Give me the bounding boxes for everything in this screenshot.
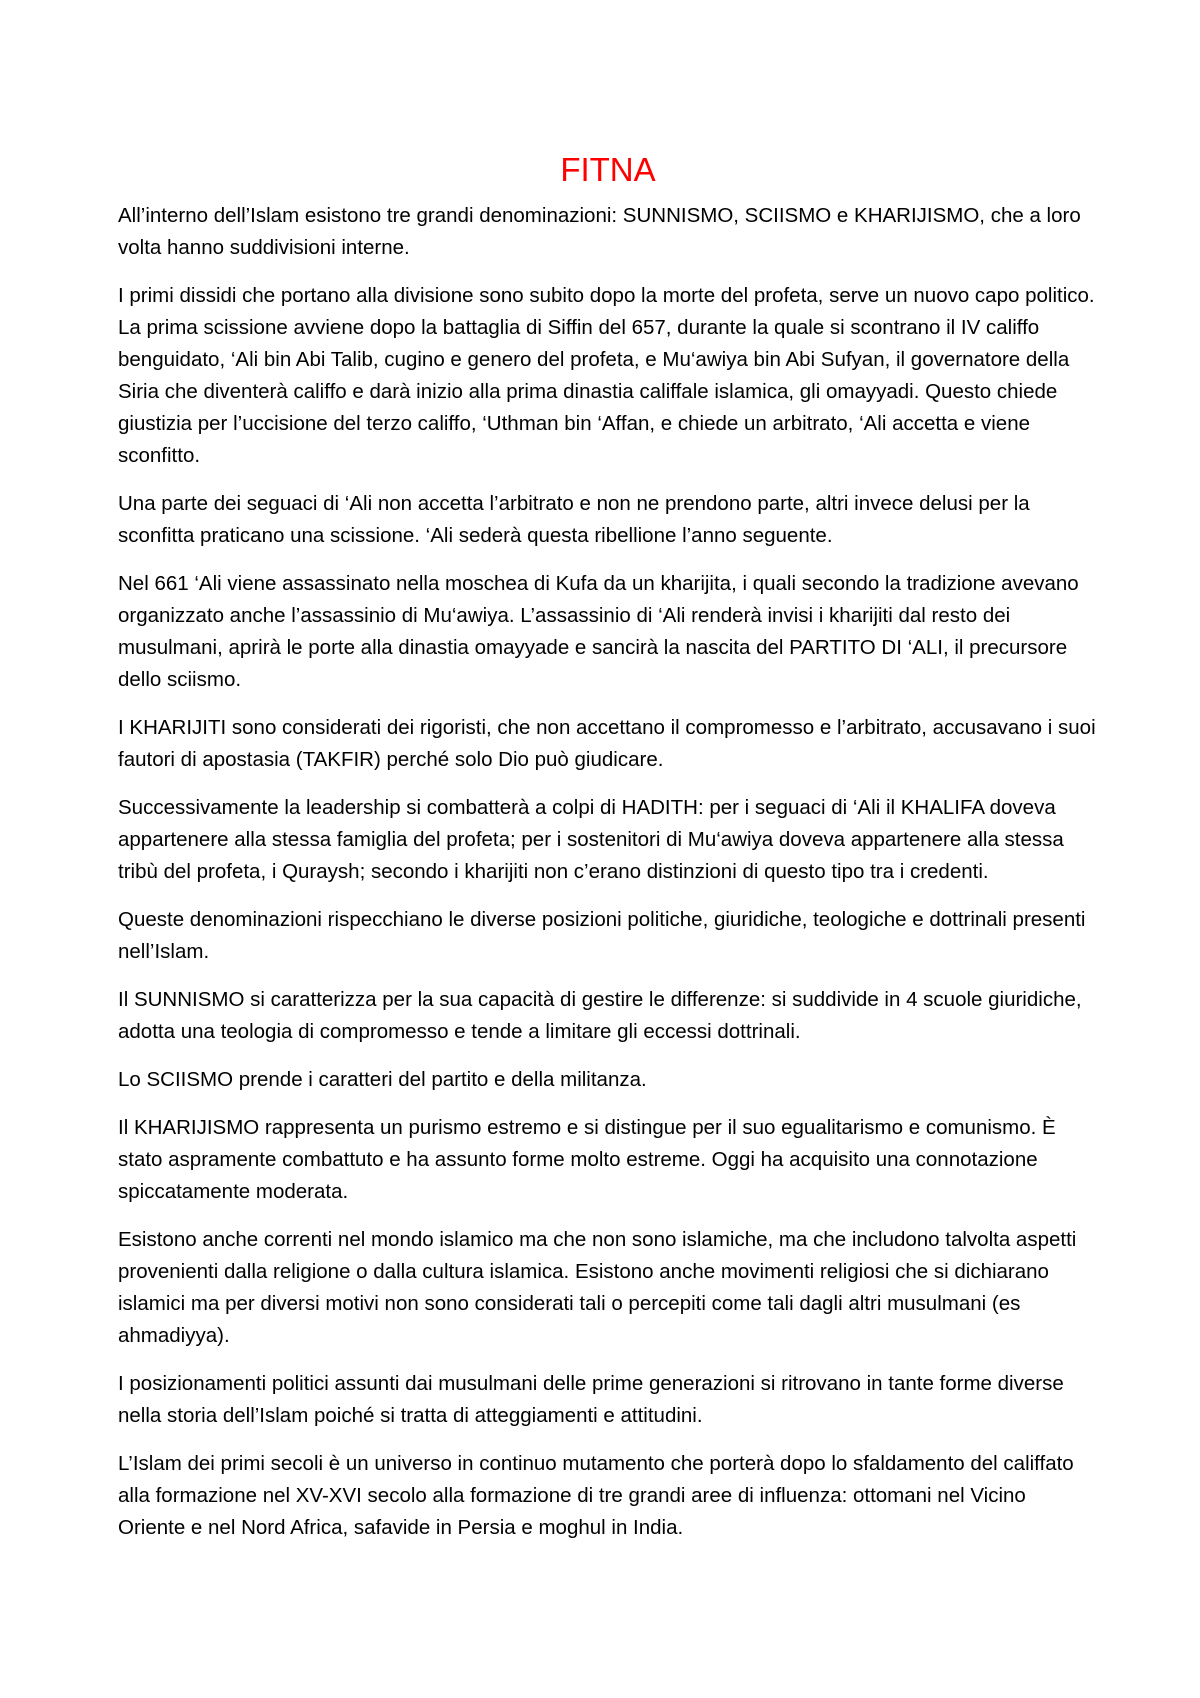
- paragraph-8: Il SUNNISMO si caratterizza per la sua capacità di gestire le differenze: si suddivide in 4 scuole giuridiche, adotta una teologia di compromesso e tende a limitare gli eccessi dottrinali.: [118, 988, 1082, 1043]
- document-title: FITNA: [560, 151, 656, 188]
- paragraph-10: Il KHARIJISMO rappresenta un purismo estremo e si distingue per il suo egualitarismo e comunismo. È stato aspramente combattuto e ha assunto forme molto estreme. Oggi ha acquisito una connotazione spiccatamente moderata.: [118, 1116, 1056, 1203]
- paragraph-12: I posizionamenti politici assunti dai musulmani delle prime generazioni si ritrovano in tante forme diverse nella storia dell’Islam poiché si tratta di atteggiamenti e attitudini.: [118, 1372, 1064, 1427]
- document-page: [118, 150, 1098, 1560]
- paragraph-6: Successivamente la leadership si combatterà a colpi di HADITH: per i seguaci di ‘Ali il KHALIFA doveva appartenere alla stessa famiglia del profeta; per i sostenitori di Mu‘awiya doveva appartenere alla stessa tribù del profeta, i Quraysh; secondo i kharijiti non c’erano distinzioni di questo tipo tra i credenti.: [118, 796, 1064, 883]
- paragraph-3: Una parte dei seguaci di ‘Ali non accetta l’arbitrato e non ne prendono parte, altri invece delusi per la sconfitta praticano una scissione. ‘Ali sederà questa ribellione l’anno seguente.: [118, 492, 1030, 547]
- paragraph-1: All’interno dell’Islam esistono tre grandi denominazioni: SUNNISMO, SCIISMO e KHARIJISMO, che a loro volta hanno suddivisioni interne.: [118, 204, 1081, 259]
- paragraph-9: Lo SCIISMO prende i caratteri del partito e della militanza.: [118, 1068, 647, 1091]
- paragraph-13: L’Islam dei primi secoli è un universo in continuo mutamento che porterà dopo lo sfaldamento del califfato alla formazione nel XV-XVI secolo alla formazione di tre grandi aree di influenza: ottomani nel Vicino Oriente e nel Nord Africa, safavide in Persia e moghul in India.: [118, 1452, 1074, 1539]
- paragraph-11: Esistono anche correnti nel mondo islamico ma che non sono islamiche, ma che includono talvolta aspetti provenienti dalla religione o dalla cultura islamica. Esistono anche movimenti religiosi che si dichiarano islamici ma per diversi motivi non sono considerati tali o percepiti come tali dagli altri musulmani (es ahmadiyya).: [118, 1228, 1077, 1347]
- paragraph-2: I primi dissidi che portano alla divisione sono subito dopo la morte del profeta, serve un nuovo capo politico. La prima scissione avviene dopo la battaglia di Siffin del 657, durante la quale si scontrano il IV califfo benguidato, ‘Ali bin Abi Talib, cugino e genero del profeta, e Mu‘awiya bin Abi Sufyan, il governatore della Siria che diventerà califfo e darà inizio alla prima dinastia califfale islamica, gli omayyadi. Questo chiede giustizia per l’uccisione del terzo califfo, ‘Uthman bin ‘Affan, e chiede un arbitrato, ‘Ali accetta e viene sconfitto.: [118, 284, 1095, 467]
- paragraph-4: Nel 661 ‘Ali viene assassinato nella moschea di Kufa da un kharijita, i quali secondo la tradizione avevano organizzato anche l’assassinio di Mu‘awiya. L’assassinio di ‘Ali renderà invisi i kharijiti dal resto dei musulmani, aprirà le porte alla dinastia omayyade e sancirà la nascita del PARTITO DI ‘ALI, il precursore dello sciismo.: [118, 572, 1079, 691]
- paragraph-7: Queste denominazioni rispecchiano le diverse posizioni politiche, giuridiche, teologiche e dottrinali presenti nell’Islam.: [118, 908, 1086, 963]
- paragraph-5: I KHARIJITI sono considerati dei rigoristi, che non accettano il compromesso e l’arbitrato, accusavano i suoi fautori di apostasia (TAKFIR) perché solo Dio può giudicare.: [118, 716, 1096, 771]
